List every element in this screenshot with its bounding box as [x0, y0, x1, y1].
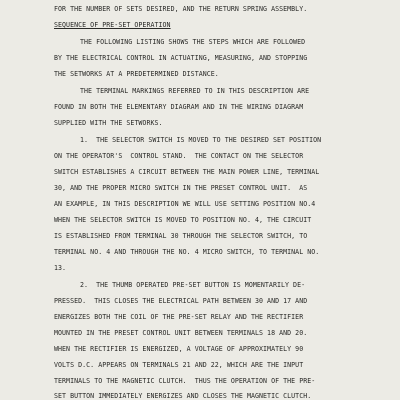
- text-line: ENERGIZES BOTH THE COIL OF THE PRE-SET RELAY AND THE RECTIFIER: [54, 313, 304, 321]
- text-line: IS ESTABLISHED FROM TERMINAL 30 THROUGH THE SELECTOR SWITCH, TO: [54, 232, 308, 240]
- text-line: 13.: [54, 264, 67, 272]
- section-heading: SEQUENCE OF PRE-SET OPERATION: [54, 21, 171, 29]
- text-line: SWITCH ESTABLISHES A CIRCUIT BETWEEN THE MAIN POWER LINE, TERMINAL: [54, 168, 320, 176]
- text-line: THE FOLLOWING LISTING SHOWS THE STEPS WHICH ARE FOLLOWED: [80, 38, 306, 46]
- text-line: TERMINAL NO. 4 AND THROUGH THE NO. 4 MICRO SWITCH, TO TERMINAL NO.: [54, 248, 320, 256]
- text-line: THE TERMINAL MARKINGS REFERRED TO IN THIS DESCRIPTION ARE: [80, 87, 310, 95]
- text-line: 30, AND THE PROPER MICRO SWITCH IN THE PRESET CONTROL UNIT. AS: [54, 184, 308, 192]
- text-line: THE SETWORKS AT A PREDETERMINED DISTANCE.: [54, 70, 219, 78]
- text-line: WHEN THE SELECTOR SWITCH IS MOVED TO POSITION NO. 4, THE CIRCUIT: [54, 216, 312, 224]
- text-line: AN EXAMPLE, IN THIS DESCRIPTION WE WILL USE SETTING POSITION NO.4: [54, 200, 316, 208]
- text-line: MOUNTED IN THE PRESET CONTROL UNIT BETWEEN TERMINALS 18 AND 20.: [54, 329, 308, 337]
- text-line: FOR THE NUMBER OF SETS DESIRED, AND THE RETURN SPRING ASSEMBLY.: [54, 5, 308, 13]
- text-line: 2. THE THUMB OPERATED PRE-SET BUTTON IS MOMENTARILY DE-: [80, 281, 306, 289]
- text-line: 1. THE SELECTOR SWITCH IS MOVED TO THE DESIRED SET POSITION: [80, 136, 322, 144]
- text-line: TERMINALS TO THE MAGNETIC CLUTCH. THUS THE OPERATION OF THE PRE-: [54, 377, 316, 385]
- text-line: SET BUTTON IMMEDIATELY ENERGIZES AND CLOSES THE MAGNETIC CLUTCH.: [54, 392, 312, 400]
- text-line: PRESSED. THIS CLOSES THE ELECTRICAL PATH BETWEEN 30 AND 17 AND: [54, 297, 308, 305]
- text-line: SUPPLIED WITH THE SETWORKS.: [54, 119, 163, 127]
- text-line: FOUND IN BOTH THE ELEMENTARY DIAGRAM AND IN THE WIRING DIAGRAM: [54, 103, 304, 111]
- text-line: VOLTS D.C. APPEARS ON TERMINALS 21 AND 22, WHICH ARE THE INPUT: [54, 361, 304, 369]
- text-line: WHEN THE RECTIFIER IS ENERGIZED, A VOLTAGE OF APPROXIMATELY 90: [54, 345, 304, 353]
- text-line: BY THE ELECTRICAL CONTROL IN ACTUATING, MEASURING, AND STOPPING: [54, 54, 308, 62]
- text-line: ON THE OPERATOR'S CONTROL STAND. THE CONTACT ON THE SELECTOR: [54, 152, 304, 160]
